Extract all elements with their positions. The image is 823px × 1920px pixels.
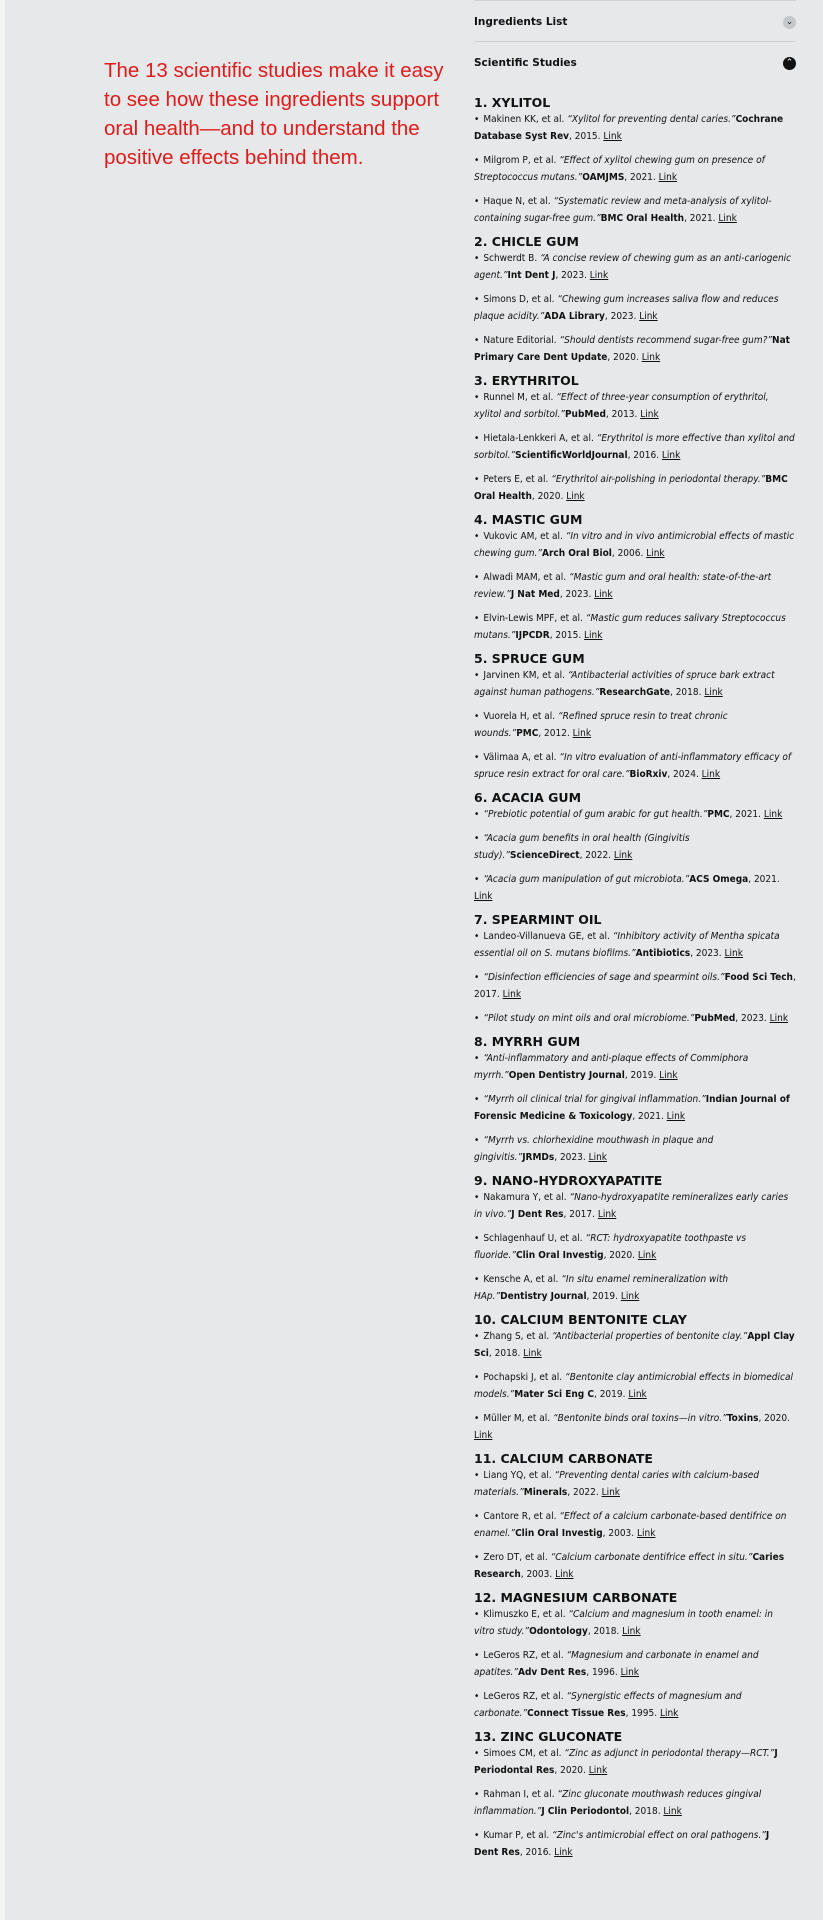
- study-section-title: 1. XYLITOL: [474, 95, 551, 110]
- bullet-icon: •: [474, 809, 480, 820]
- reference-journal: ACS Omega: [689, 874, 749, 885]
- reference-authors: Cantore R, et al.: [483, 1511, 557, 1522]
- reference-journal: Antibiotics: [635, 948, 691, 959]
- bullet-icon: •: [474, 1372, 480, 1383]
- reference-year: , 2017.: [563, 1209, 595, 1220]
- reference-title: “In vitro and in vivo antimicrobial effects of mastic chewing gum.”: [474, 531, 795, 559]
- reference-year: , 2021.: [729, 809, 761, 820]
- reference-link[interactable]: Link: [620, 1291, 640, 1302]
- bullet-icon: •: [474, 335, 480, 346]
- reference-title: “Acacia gum manipulation of gut microbiota.”: [483, 874, 690, 885]
- study-reference: [474, 471, 796, 505]
- reference-journal: Odontology: [529, 1626, 588, 1637]
- reference-link[interactable]: Link: [639, 311, 658, 322]
- bullet-icon: •: [474, 752, 480, 763]
- reference-link[interactable]: Link: [659, 1070, 678, 1081]
- study-reference: [474, 806, 796, 823]
- reference-link[interactable]: Link: [588, 1765, 608, 1776]
- reference-title: “Zinc's antimicrobial effect on oral pathogens.”: [552, 1830, 766, 1841]
- reference-authors: Landeo-Villanueva GE, et al.: [483, 931, 610, 942]
- reference-link[interactable]: Link: [646, 548, 665, 559]
- reference-link[interactable]: Link: [763, 809, 783, 820]
- reference-link[interactable]: Link: [474, 1430, 493, 1441]
- reference-journal: ADA Library: [544, 311, 605, 322]
- study-reference: [474, 569, 796, 603]
- reference-authors: Alwadi MAM, et al.: [483, 572, 567, 583]
- reference-link[interactable]: Link: [661, 450, 681, 461]
- reference-title: “Antibacterial properties of bentonite clay.”: [552, 1331, 748, 1342]
- reference-title: “Refined spruce resin to treat chronic wounds.”: [474, 711, 728, 739]
- reference-authors: Zero DT, et al.: [483, 1552, 548, 1563]
- bullet-icon: •: [474, 1233, 480, 1244]
- reference-title: “Zinc gluconate mouthwash reduces gingival inflammation.”: [474, 1789, 762, 1817]
- reference-link[interactable]: Link: [640, 409, 659, 420]
- reference-link[interactable]: Link: [724, 948, 743, 959]
- reference-journal: Indian Journal of Forensic Medicine & Toxicology: [474, 1094, 790, 1122]
- reference-journal: J Clin Periodontol: [541, 1806, 630, 1817]
- reference-journal: Caries Research: [474, 1552, 785, 1580]
- reference-year: , 2021.: [684, 213, 716, 224]
- reference-authors: Makinen KK, et al.: [483, 114, 565, 125]
- reference-title: “Xylitol for preventing dental caries.”: [567, 114, 736, 125]
- study-reference: [474, 528, 796, 562]
- study-section-title: 2. CHICLE GUM: [474, 234, 579, 249]
- study-reference: [474, 193, 796, 227]
- reference-link[interactable]: Link: [663, 1806, 682, 1817]
- study-reference: [474, 1647, 796, 1681]
- reference-year: , 2020.: [603, 1250, 636, 1261]
- reference-authors: Haque N, et al.: [483, 196, 551, 207]
- reference-year: , 2020.: [758, 1413, 790, 1424]
- reference-title: “A concise review of chewing gum as an anti-cariogenic agent.”: [474, 253, 792, 281]
- bullet-icon: •: [474, 114, 480, 125]
- study-reference: [474, 1091, 796, 1125]
- reference-journal: J Dent Res: [474, 1830, 770, 1858]
- study-reference: [474, 969, 796, 1003]
- bullet-icon: •: [474, 670, 480, 681]
- bullet-icon: •: [474, 1135, 480, 1146]
- reference-link[interactable]: Link: [502, 989, 522, 1000]
- reference-title: “Calcium carbonate dentifrice effect in situ.”: [550, 1552, 753, 1563]
- reference-journal: Clin Oral Investig: [515, 1250, 604, 1261]
- reference-year: , 2023.: [554, 1152, 586, 1163]
- study-reference: [474, 1132, 796, 1166]
- bullet-icon: •: [474, 1609, 480, 1620]
- study-reference: [474, 111, 796, 145]
- reference-year: , 2023.: [604, 311, 637, 322]
- reference-authors: Jarvinen KM, et al.: [483, 670, 565, 681]
- reference-title: “Myrrh vs. chlorhexidine mouthwash in plaque and gingivitis.”: [474, 1135, 714, 1163]
- reference-journal: BioRxiv: [629, 769, 668, 780]
- reference-link[interactable]: Link: [636, 1528, 656, 1539]
- reference-journal: Clin Oral Investig: [515, 1528, 603, 1539]
- study-section-title: 3. ERYTHRITOL: [474, 373, 579, 388]
- reference-journal: ResearchGate: [599, 687, 670, 698]
- study-reference: [474, 1688, 796, 1722]
- study-section-title: 4. MASTIC GUM: [474, 512, 583, 527]
- reference-link[interactable]: Link: [641, 352, 661, 363]
- reference-title: “Zinc as adjunct in periodontal therapy—RCT.”: [564, 1748, 775, 1759]
- reference-authors: Simons D, et al.: [483, 294, 555, 305]
- study-reference: [474, 1467, 796, 1501]
- reference-title: “Calcium and magnesium in tooth enamel: in vitro study.”: [474, 1609, 773, 1637]
- reference-journal: J Nat Med: [510, 589, 560, 600]
- bullet-icon: •: [474, 1470, 480, 1481]
- study-section-title: 11. CALCIUM CARBONATE: [474, 1451, 653, 1466]
- study-reference: [474, 430, 796, 464]
- reference-link[interactable]: Link: [474, 891, 493, 902]
- bullet-icon: •: [474, 833, 480, 844]
- reference-link[interactable]: Link: [701, 769, 721, 780]
- reference-year: , 2019.: [593, 1389, 626, 1400]
- reference-title: “Chewing gum increases saliva flow and reduces plaque acidity.”: [474, 294, 779, 322]
- accordion-ingredients-list[interactable]: [474, 0, 796, 42]
- reference-link[interactable]: Link: [658, 172, 678, 183]
- reference-year: , 2018.: [669, 687, 702, 698]
- reference-year: , 2019.: [624, 1070, 657, 1081]
- reference-title: “Prebiotic potential of gum arabic for gut health.”: [483, 809, 708, 820]
- study-reference: [474, 332, 796, 366]
- reference-journal: Dentistry Journal: [500, 1291, 587, 1302]
- reference-authors: Vukovic AM, et al.: [483, 531, 563, 542]
- study-reference: [474, 1410, 796, 1444]
- reference-link[interactable]: Link: [603, 131, 622, 142]
- reference-authors: Peters E, et al.: [483, 474, 549, 485]
- chevron-down-icon[interactable]: ⌄: [783, 16, 796, 29]
- reference-authors: Liang YQ, et al.: [483, 1470, 552, 1481]
- bullet-icon: •: [474, 972, 480, 983]
- reference-journal: J Periodontal Res: [474, 1748, 778, 1776]
- reference-title: “Preventing dental caries with calcium-based materials.”: [474, 1470, 760, 1498]
- reference-title: “Synergistic effects of magnesium and carbonate.”: [474, 1691, 742, 1719]
- reference-authors: Välimaa A, et al.: [483, 752, 557, 763]
- reference-journal: PMC: [516, 728, 539, 739]
- bullet-icon: •: [474, 1274, 480, 1285]
- reference-journal: Adv Dent Res: [518, 1667, 587, 1678]
- bullet-icon: •: [474, 294, 480, 305]
- reference-authors: LeGeros RZ, et al.: [483, 1650, 564, 1661]
- bullet-icon: •: [474, 1013, 480, 1024]
- reference-link[interactable]: Link: [620, 1667, 639, 1678]
- reference-authors: Kensche A, et al.: [483, 1274, 559, 1285]
- bullet-icon: •: [474, 531, 480, 542]
- reference-year: , 2020.: [531, 491, 564, 502]
- reference-authors: Kumar P, et al.: [483, 1830, 550, 1841]
- reference-title: “Bentonite binds oral toxins—in vitro.”: [553, 1413, 727, 1424]
- bullet-icon: •: [474, 711, 480, 722]
- reference-link[interactable]: Link: [659, 1708, 679, 1719]
- promo-text: The 13 scientific studies make it easy to see how these ingredients support oral health—and to understand the positive effects behind them.: [104, 59, 444, 169]
- reference-year: , 1996.: [586, 1667, 618, 1678]
- studies-panel: [474, 0, 796, 1868]
- reference-link[interactable]: Link: [566, 491, 585, 502]
- reference-authors: Simoes CM, et al.: [483, 1748, 562, 1759]
- reference-year: , 2013.: [605, 409, 638, 420]
- study-section-title: 13. ZINC GLUCONATE: [474, 1729, 623, 1744]
- accordion-scientific-studies[interactable]: [474, 42, 796, 82]
- study-reference: [474, 1189, 796, 1223]
- reference-authors: Zhang S, et al.: [483, 1331, 550, 1342]
- reference-authors: LeGeros RZ, et al.: [483, 1691, 564, 1702]
- reference-title: “Effect of a calcium carbonate-based dentifrice on enamel.”: [474, 1511, 787, 1539]
- study-reference: [474, 1827, 796, 1861]
- study-reference: [474, 1369, 796, 1403]
- reference-link[interactable]: Link: [622, 1626, 641, 1637]
- reference-journal: Cochrane Database Syst Rev: [474, 114, 784, 142]
- bullet-icon: •: [474, 155, 480, 166]
- accordion-ingredients-title: Ingredients List: [474, 16, 568, 28]
- study-reference: [474, 1010, 796, 1027]
- study-section-title: 6. ACACIA GUM: [474, 790, 582, 805]
- bullet-icon: •: [474, 1830, 480, 1841]
- reference-journal: IJPCDR: [515, 630, 550, 641]
- reference-journal: Toxins: [726, 1413, 759, 1424]
- reference-year: , 2021.: [748, 874, 780, 885]
- reference-title: “Antibacterial activities of spruce bark extract against human pathogens.”: [474, 670, 775, 698]
- bullet-icon: •: [474, 1331, 480, 1342]
- study-section-title: 8. MYRRH GUM: [474, 1034, 581, 1049]
- reference-title: “Mastic gum and oral health: state-of-the-art review.”: [474, 572, 772, 600]
- reference-link[interactable]: Link: [601, 1487, 621, 1498]
- reference-year: , 2019.: [586, 1291, 619, 1302]
- reference-year: , 2023.: [555, 270, 587, 281]
- reference-link[interactable]: Link: [597, 1209, 617, 1220]
- reference-title: “Inhibitory activity of Mentha spicata essential oil on S. mutans biofilms.”: [474, 931, 780, 959]
- study-reference: [474, 389, 796, 423]
- reference-link[interactable]: Link: [584, 630, 603, 641]
- reference-journal: Minerals: [523, 1487, 568, 1498]
- reference-journal: PMC: [707, 809, 730, 820]
- study-reference: [474, 1050, 796, 1084]
- reference-year: , 2006.: [611, 548, 644, 559]
- study-reference: [474, 1230, 796, 1264]
- reference-link[interactable]: Link: [613, 850, 633, 861]
- bullet-icon: •: [474, 1413, 480, 1424]
- reference-year: , 2016.: [519, 1847, 552, 1858]
- reference-authors: Klimuszko E, et al.: [483, 1609, 566, 1620]
- study-reference: [474, 871, 796, 905]
- reference-year: , 1995.: [625, 1708, 658, 1719]
- bullet-icon: •: [474, 613, 480, 624]
- reference-year: , 2022.: [567, 1487, 599, 1498]
- study-section-title: 7. SPEARMINT OIL: [474, 912, 602, 927]
- bullet-icon: •: [474, 1511, 480, 1522]
- bullet-icon: •: [474, 253, 480, 264]
- reference-link[interactable]: Link: [594, 589, 613, 600]
- reference-authors: Vuorela H, et al.: [483, 711, 556, 722]
- reference-title: “Magnesium and carbonate in enamel and apatites.”: [474, 1650, 759, 1678]
- reference-authors: Runnel M, et al.: [483, 392, 554, 403]
- reference-link[interactable]: Link: [572, 728, 592, 739]
- reference-title: “RCT: hydroxyapatite toothpaste vs fluoride.”: [474, 1233, 747, 1261]
- reference-year: , 2018.: [587, 1626, 620, 1637]
- bullet-icon: •: [474, 572, 480, 583]
- reference-year: , 2020.: [554, 1765, 586, 1776]
- study-reference: [474, 291, 796, 325]
- reference-year: , 2018.: [629, 1806, 661, 1817]
- bullet-icon: •: [474, 196, 480, 207]
- reference-journal: Open Dentistry Journal: [508, 1070, 625, 1081]
- study-reference: [474, 928, 796, 962]
- reference-link[interactable]: Link: [554, 1847, 573, 1858]
- reference-authors: Schlagenhauf U, et al.: [483, 1233, 583, 1244]
- reference-title: “Pilot study on mint oils and oral microbiome.”: [483, 1013, 695, 1024]
- reference-year: , 2020.: [607, 352, 639, 363]
- reference-journal: BMC Oral Health: [600, 213, 685, 224]
- reference-link[interactable]: Link: [637, 1250, 657, 1261]
- reference-title: “Anti-inflammatory and anti-plaque effects of Commiphora myrrh.”: [474, 1053, 749, 1081]
- accordion-studies-title: Scientific Studies: [474, 57, 577, 69]
- reference-year: , 2021.: [624, 172, 656, 183]
- reference-year: , 2003.: [602, 1528, 635, 1539]
- reference-year: , 2016.: [627, 450, 660, 461]
- reference-year: , 2023.: [690, 948, 722, 959]
- reference-year: , 2003.: [520, 1569, 553, 1580]
- study-section-title: 12. MAGNESIUM CARBONATE: [474, 1590, 678, 1605]
- reference-journal: Mater Sci Eng C: [514, 1389, 594, 1400]
- studies-list: [474, 82, 796, 1861]
- reference-title: “Nano-hydroxyapatite remineralizes early caries in vivo.”: [474, 1192, 789, 1220]
- reference-year: , 2012.: [538, 728, 570, 739]
- reference-title: “Erythritol is more effective than xylitol and sorbitol.”: [474, 433, 795, 461]
- reference-journal: OAMJMS: [582, 172, 625, 183]
- reference-journal: PubMed: [694, 1013, 736, 1024]
- study-reference: [474, 1508, 796, 1542]
- reference-link[interactable]: Link: [666, 1111, 686, 1122]
- reference-journal: Food Sci Tech: [724, 972, 793, 983]
- reference-journal: Int Dent J: [507, 270, 556, 281]
- reference-journal: Connect Tissue Res: [527, 1708, 626, 1719]
- bullet-icon: •: [474, 474, 480, 485]
- bullet-icon: •: [474, 433, 480, 444]
- reference-journal: JRMDs: [522, 1152, 555, 1163]
- reference-journal: ScienceDirect: [509, 850, 580, 861]
- reference-title: “Bentonite clay antimicrobial effects in biomedical models.”: [474, 1372, 793, 1400]
- left-edge: [0, 0, 5, 1920]
- study-section-title: 10. CALCIUM BENTONITE CLAY: [474, 1312, 687, 1327]
- reference-title: “Effect of three-year consumption of erythritol, xylitol and sorbitol.”: [474, 392, 769, 420]
- reference-link[interactable]: Link: [523, 1348, 542, 1359]
- reference-year: , 2017.: [474, 972, 796, 1000]
- reference-link[interactable]: Link: [718, 213, 737, 224]
- chevron-up-icon[interactable]: ⌃: [783, 57, 796, 70]
- reference-title: “Systematic review and meta-analysis of xylitol-containing sugar-free gum.”: [474, 196, 772, 224]
- study-section-title: 5. SPRUCE GUM: [474, 651, 585, 666]
- study-reference: [474, 1606, 796, 1640]
- reference-title: “Effect of xylitol chewing gum on presence of Streptococcus mutans.”: [474, 155, 765, 183]
- reference-link[interactable]: Link: [769, 1013, 789, 1024]
- reference-year: , 2015.: [549, 630, 582, 641]
- reference-authors: Rahman I, et al.: [483, 1789, 555, 1800]
- reference-year: , 2018.: [488, 1348, 521, 1359]
- bullet-icon: •: [474, 1650, 480, 1661]
- study-reference: [474, 1786, 796, 1820]
- reference-title: “Should dentists recommend sugar-free gum?”: [559, 335, 773, 346]
- bullet-icon: •: [474, 1691, 480, 1702]
- reference-title: “Mastic gum reduces salivary Streptococcus mutans.”: [474, 613, 786, 641]
- reference-year: , 2022.: [579, 850, 612, 861]
- reference-journal: ScientificWorldJournal: [515, 450, 628, 461]
- bullet-icon: •: [474, 931, 480, 942]
- reference-year: , 2021.: [632, 1111, 664, 1122]
- study-reference: [474, 708, 796, 742]
- study-reference: [474, 749, 796, 783]
- reference-authors: Milgrom P, et al.: [483, 155, 557, 166]
- bullet-icon: •: [474, 1094, 480, 1105]
- reference-authors: Hietala-Lenkkeri A, et al.: [483, 433, 594, 444]
- bullet-icon: •: [474, 1552, 480, 1563]
- reference-journal: Nat Primary Care Dent Update: [474, 335, 790, 363]
- reference-authors: Nakamura Y, et al.: [483, 1192, 567, 1203]
- reference-link[interactable]: Link: [588, 1152, 608, 1163]
- study-reference: [474, 250, 796, 284]
- reference-year: , 2023.: [735, 1013, 767, 1024]
- reference-link[interactable]: Link: [704, 687, 723, 698]
- study-section-title: 9. NANO-HYDROXYAPATITE: [474, 1173, 663, 1188]
- reference-title: “In situ enamel remineralization with HAp.”: [474, 1274, 729, 1302]
- reference-journal: J Dent Res: [511, 1209, 564, 1220]
- reference-year: , 2015.: [569, 131, 601, 142]
- reference-authors: Elvin-Lewis MPF, et al.: [483, 613, 583, 624]
- reference-year: , 2024.: [667, 769, 699, 780]
- bullet-icon: •: [474, 392, 480, 403]
- reference-journal: BMC Oral Health: [474, 474, 788, 502]
- study-reference: [474, 152, 796, 186]
- reference-journal: Appl Clay Sci: [474, 1331, 795, 1359]
- reference-authors: Müller M, et al.: [483, 1413, 551, 1424]
- reference-authors: Schwerdt B.: [483, 253, 538, 264]
- reference-title: “Acacia gum benefits in oral health (Gingivitis study).”: [474, 833, 690, 861]
- reference-title: “In vitro evaluation of anti-inflammatory efficacy of spruce resin extract for oral care.”: [474, 752, 792, 780]
- reference-link[interactable]: Link: [589, 270, 609, 281]
- reference-title: “Myrrh oil clinical trial for gingival inflammation.”: [483, 1094, 706, 1105]
- study-reference: [474, 1271, 796, 1305]
- study-reference: [474, 1745, 796, 1779]
- reference-link[interactable]: Link: [628, 1389, 647, 1400]
- study-reference: [474, 1549, 796, 1583]
- bullet-icon: •: [474, 1053, 480, 1064]
- study-reference: [474, 610, 796, 644]
- reference-journal: Arch Oral Biol: [542, 548, 612, 559]
- study-reference: [474, 1328, 796, 1362]
- bullet-icon: •: [474, 874, 480, 885]
- reference-year: , 2023.: [559, 589, 592, 600]
- reference-authors: Pochapski J, et al.: [483, 1372, 563, 1383]
- reference-title: “Disinfection efficiencies of sage and spearmint oils.”: [483, 972, 725, 983]
- study-reference: [474, 830, 796, 864]
- bullet-icon: •: [474, 1748, 480, 1759]
- reference-link[interactable]: Link: [555, 1569, 574, 1580]
- reference-authors: Nature Editorial.: [483, 335, 557, 346]
- reference-journal: PubMed: [564, 409, 606, 420]
- reference-title: “Erythritol air-polishing in periodontal therapy.”: [551, 474, 766, 485]
- study-reference: [474, 667, 796, 701]
- bullet-icon: •: [474, 1192, 480, 1203]
- bullet-icon: •: [474, 1789, 480, 1800]
